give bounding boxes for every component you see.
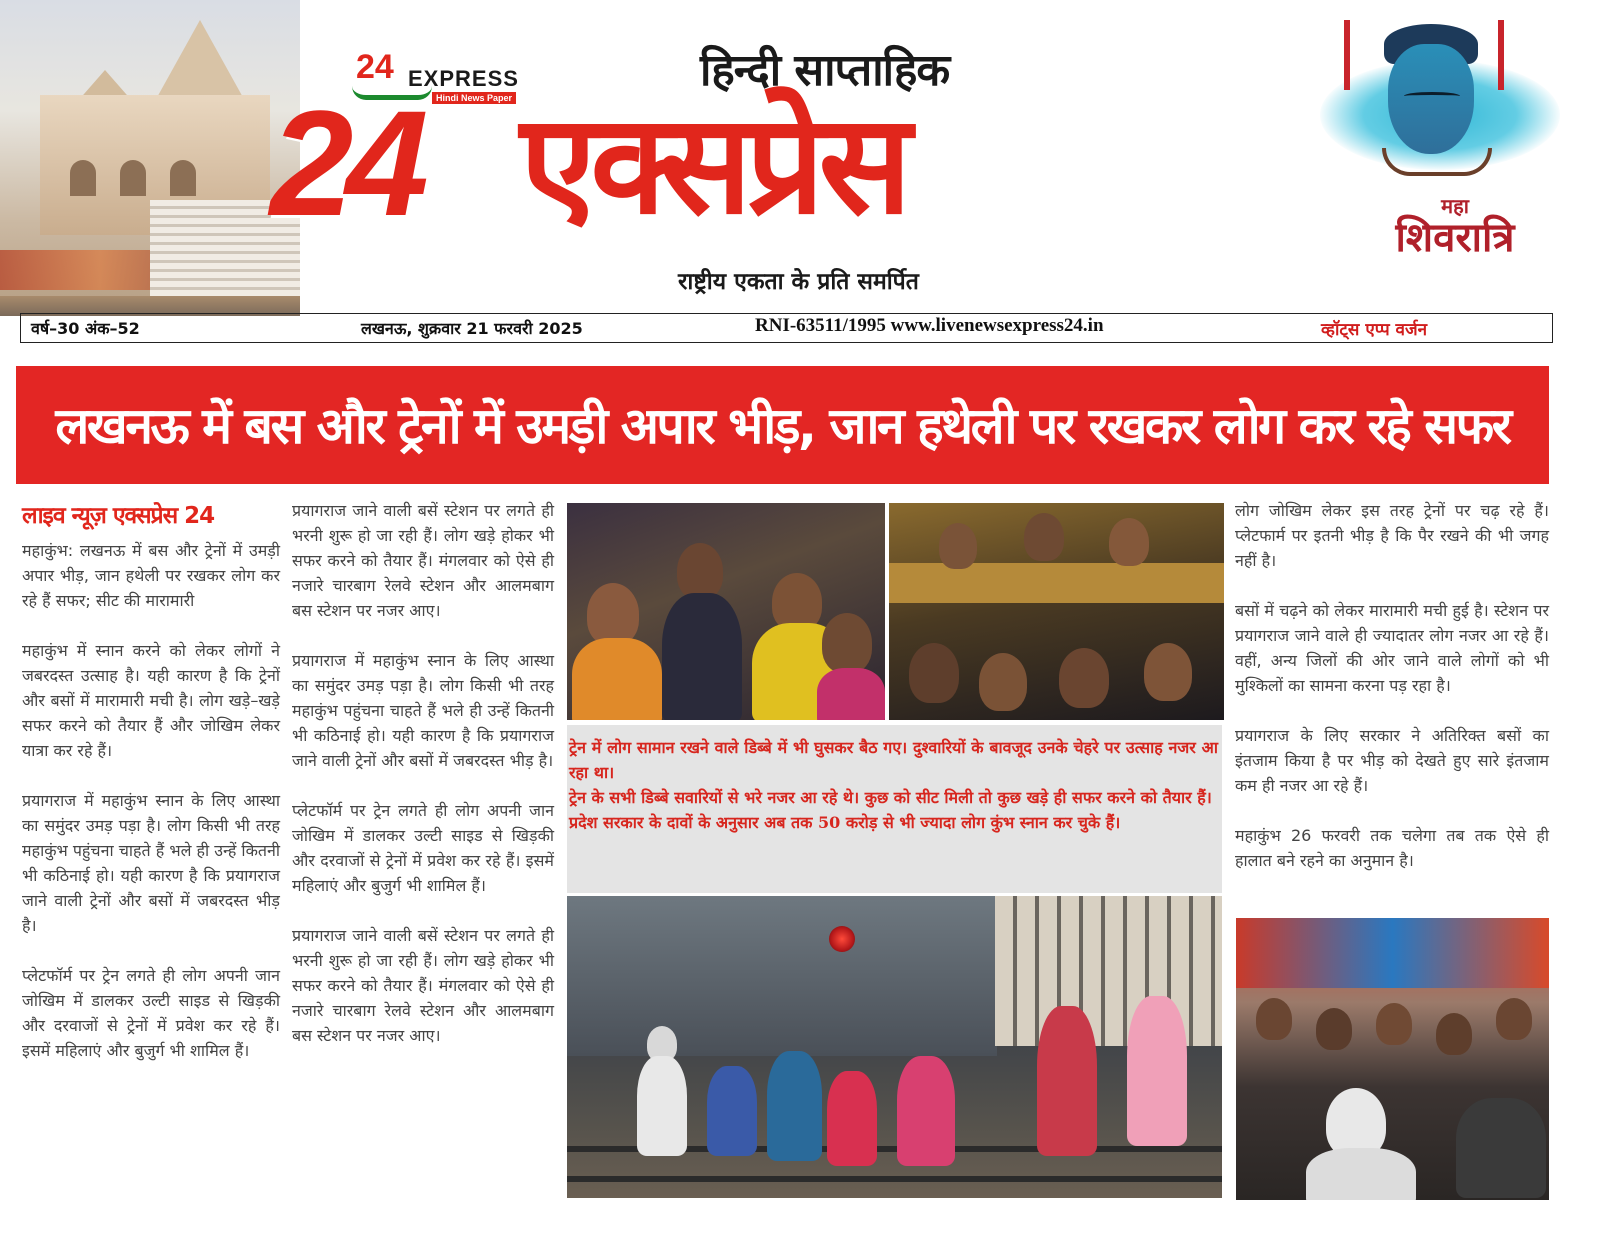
paragraph: प्लेटफॉर्म पर ट्रेन लगते ही लोग अपनी जान जोखिम में डालकर उल्टी साइड से खिड़की और दरवाजों से ट्रेनों में प्रवेश कर रहे हैं। इसमें महिलाएं और बुजुर्ग भी शामिल हैं। [22, 966, 280, 1060]
whatsapp-version: व्हॉट्स एप्प वर्जन [1321, 320, 1428, 340]
title-number: 24 [270, 79, 421, 247]
paragraph: बसों में चढ़ने को लेकर मारामारी मची हुई है। स्टेशन पर प्रयागराज जाने वाले ही ज्यादातर लोग नजर आ रहे हैं। वहीं, अन्य जिलों की ओर जाने वाले लोगों को भी मुश्किलों का सामना करना पड़ रहा है। [1235, 601, 1549, 695]
caption-line: प्रदेश सरकार के दावों के अनुसार अब तक 50 करोड़ से भी ज्यादा लोग कुंभ स्नान कर चुके हैं। [569, 813, 1121, 832]
trident-icon [1344, 20, 1384, 90]
photo-passengers-on-luggage-rack [889, 503, 1224, 720]
masthead [0, 0, 1600, 316]
paragraph: महाकुंभ: लखनऊ में बस और ट्रेनों में उमड़ी अपार भीड़, जान हथेली पर रखकर लोग कर रहे हैं सफर; सीट की मारामारी [22, 541, 280, 610]
signal-light-icon [829, 926, 855, 952]
trident-icon [1498, 20, 1538, 90]
paragraph: महाकुंभ 26 फरवरी तक चलेगा तब तक ऐसे ही हालात बने रहने का अनुमान है। [1235, 826, 1549, 870]
festival-big: शिवरात्रि [1395, 215, 1515, 261]
festival-small: महा [1441, 194, 1469, 218]
paragraph: प्रयागराज के लिए सरकार ने अतिरिक्त बसों का इंतजाम किया है पर भीड़ को देखते हुए सारे इंतजाम कम ही नजर आ रहे हैं। [1235, 726, 1549, 795]
edition-info-bar [20, 313, 1553, 343]
headline: लखनऊ में बस और ट्रेनों में उमड़ी अपार भीड़, जान हथेली पर रखकर लोग कर रहे सफर [55, 397, 1510, 455]
newspaper-title: एक्सप्रेस [520, 84, 906, 245]
paragraph: लोग जोखिम लेकर इस तरह ट्रेनों पर चढ़ रहे हैं। प्लेटफार्म पर इतनी भीड़ है कि पैर रखने की भी जगह नहीं है। [1235, 501, 1549, 570]
logo-word: EXPRESS [408, 66, 519, 91]
article-column-2 [292, 498, 554, 1073]
article-column-4 [1235, 498, 1549, 898]
rni-website[interactable]: RNI-63511/1995 www.livenewsexpress24.in [755, 315, 1104, 336]
festival-title [1330, 196, 1580, 286]
photo-caption-box [567, 725, 1222, 893]
tagline: राष्ट्रीय एकता के प्रति समर्पित [678, 269, 919, 295]
logo-subtitle: Hindi News Paper [432, 92, 516, 104]
mahashivratri-artwork [1300, 0, 1600, 316]
logo-number: 24 [356, 48, 394, 86]
paragraph: प्रयागराज में महाकुंभ स्नान के लिए आस्था का समुंदर उमड़ पड़ा है। लोग किसी भी तरह महाकुंभ पहुंचना चाहते हैं भले ही उन्हें कितनी भी कठिनाई हो। यही कारण है कि प्रयागराज जाने वाली ट्रेनों और बसों में जबरदस्त भीड़ है। [22, 791, 280, 935]
weekly-label: हिन्दी साप्ताहिक [700, 45, 950, 96]
paragraph: प्रयागराज जाने वाली बसें स्टेशन पर लगते ही भरनी शुरू हो जा रही हैं। लोग खड़े होकर भी सफर करने को तैयार हैं। मंगलवार को ऐसे ही नजारे चारबाग रेलवे स्टेशन और आलमबाग बस स्टेशन पर नजर आए। [292, 926, 554, 1045]
caption-line: ट्रेन के सभी डिब्बे सवारियों से भरे नजर आ रहे थे। कुछ को सीट मिली तो कुछ खड़े ही सफर करने को तैयार हैं। [569, 788, 1212, 807]
byline: लाइव न्यूज़ एक्सप्रेस 24 [22, 503, 215, 529]
paragraph: महाकुंभ में स्नान करने को लेकर लोगों ने जबरदस्त उत्साह है। यही कारण है कि ट्रेनों और बसों में मारामारी मची है। लोग खड़े–खड़े सफर करने को तैयार हैं और जोखिम लेकर यात्रा कर रहे हैं। [22, 641, 280, 760]
paragraph: प्लेटफॉर्म पर ट्रेन लगते ही लोग अपनी जान जोखिम में डालकर उल्टी साइड से खिड़की और दरवाजों से ट्रेनों में प्रवेश कर रहे हैं। इसमें महिलाएं और बुजुर्ग भी शामिल हैं। [292, 801, 554, 895]
paragraph: प्रयागराज जाने वाली बसें स्टेशन पर लगते ही भरनी शुरू हो जा रही हैं। लोग खड़े होकर भी सफर करने को तैयार हैं। मंगलवार को ऐसे ही नजारे चारबाग रेलवे स्टेशन और आलमबाग बस स्टेशन पर नजर आए। [292, 501, 554, 620]
headline-banner [16, 366, 1549, 484]
edition-date: लखनऊ, शुक्रवार 21 फरवरी 2025 [361, 319, 583, 338]
paragraph: प्रयागराज में महाकुंभ स्नान के लिए आस्था का समुंदर उमड़ पड़ा है। लोग किसी भी तरह महाकुंभ पहुंचना चाहते हैं भले ही उन्हें कितनी भी कठिनाई हो। यही कारण है कि प्रयागराज जाने वाली ट्रेनों और बसों में जबरदस्त भीड़ है। [292, 651, 554, 770]
article-column-1 [22, 498, 280, 1088]
photo-crowd-boarding-bus [1236, 918, 1549, 1200]
photo-crowded-train-women [567, 503, 885, 720]
ram-temple-image [0, 0, 300, 316]
caption-line: ट्रेन में लोग सामान रखने वाले डिब्बे में भी घुसकर बैठ गए। दुश्वारियों के बावजूद उनके चेहरे पर उत्साह नजर आ रहा था। [569, 738, 1218, 782]
photo-people-crossing-tracks [567, 896, 1222, 1198]
issue-number: वर्ष–30 अंक–52 [31, 319, 140, 338]
